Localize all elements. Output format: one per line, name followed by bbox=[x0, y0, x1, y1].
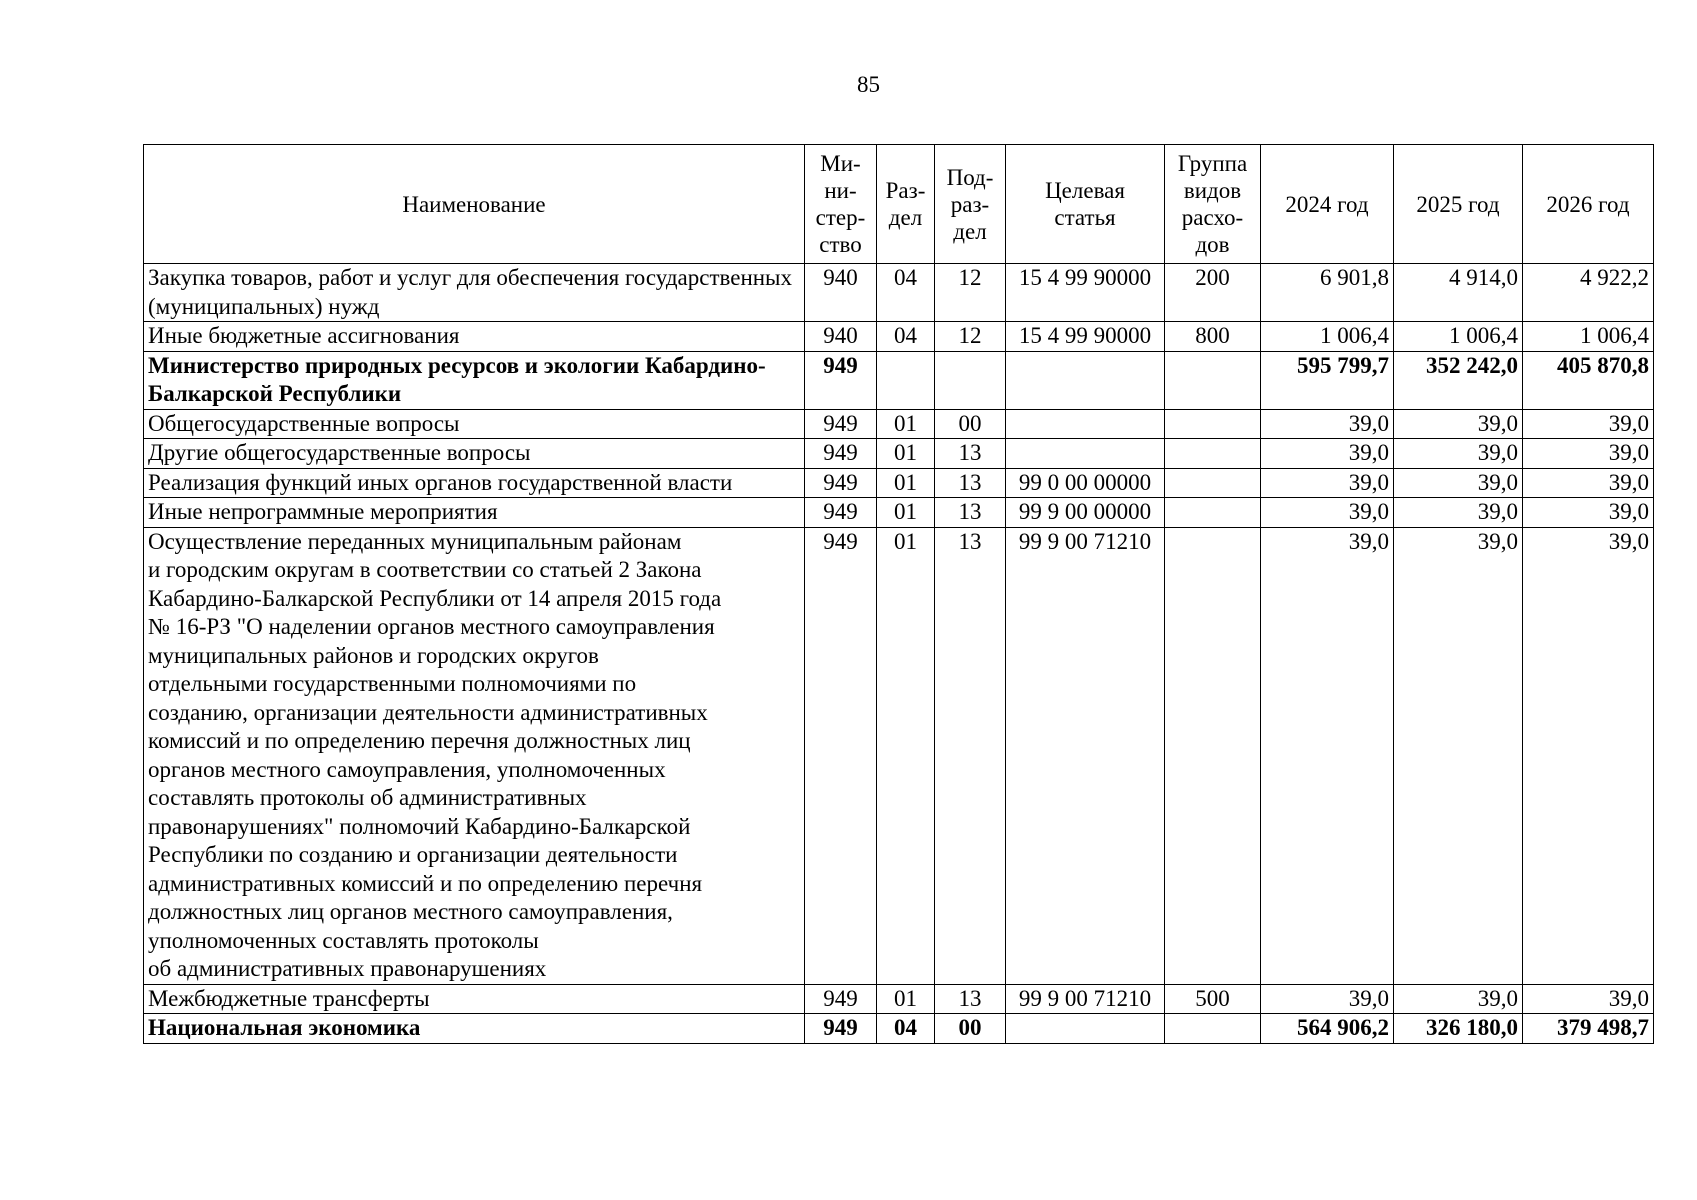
table-row bbox=[144, 264, 1654, 322]
row-section bbox=[877, 351, 935, 409]
row-2026: 39,0 bbox=[1523, 984, 1654, 1014]
page-number: 85 bbox=[857, 72, 880, 97]
row-2026: 39,0 bbox=[1523, 498, 1654, 528]
row-ministry: 949 bbox=[805, 439, 877, 469]
row-group: 200 bbox=[1165, 264, 1261, 322]
row-2025: 39,0 bbox=[1394, 439, 1523, 469]
row-ministry: 949 bbox=[805, 1014, 877, 1044]
row-name: Национальная экономика bbox=[144, 1014, 805, 1044]
row-group bbox=[1165, 468, 1261, 498]
row-2024: 6 901,8 bbox=[1261, 264, 1394, 322]
row-section: 04 bbox=[877, 264, 935, 322]
row-target: 99 9 00 71210 bbox=[1006, 527, 1165, 984]
row-2025: 352 242,0 bbox=[1394, 351, 1523, 409]
row-target: 99 0 00 00000 bbox=[1006, 468, 1165, 498]
row-ministry: 949 bbox=[805, 351, 877, 409]
row-2025: 39,0 bbox=[1394, 498, 1523, 528]
row-2024: 595 799,7 bbox=[1261, 351, 1394, 409]
row-name: Закупка товаров, работ и услуг для обеспечения государственных (муниципальных) нужд bbox=[144, 264, 805, 322]
row-2024: 39,0 bbox=[1261, 527, 1394, 984]
row-group bbox=[1165, 409, 1261, 439]
row-target: 15 4 99 90000 bbox=[1006, 322, 1165, 352]
row-group bbox=[1165, 351, 1261, 409]
row-name: Общегосударственные вопросы bbox=[144, 409, 805, 439]
table-row bbox=[144, 468, 1654, 498]
row-2024: 39,0 bbox=[1261, 984, 1394, 1014]
table-row bbox=[144, 1014, 1654, 1044]
table-row bbox=[144, 322, 1654, 352]
row-2024: 39,0 bbox=[1261, 439, 1394, 469]
row-2026: 39,0 bbox=[1523, 439, 1654, 469]
row-2024: 1 006,4 bbox=[1261, 322, 1394, 352]
row-ministry: 949 bbox=[805, 409, 877, 439]
row-2024: 39,0 bbox=[1261, 498, 1394, 528]
row-subsection: 13 bbox=[935, 439, 1006, 469]
row-2026: 39,0 bbox=[1523, 468, 1654, 498]
row-2025: 1 006,4 bbox=[1394, 322, 1523, 352]
row-name: Иные непрограммные мероприятия bbox=[144, 498, 805, 528]
table-row bbox=[144, 527, 1654, 984]
row-subsection: 00 bbox=[935, 409, 1006, 439]
row-group bbox=[1165, 498, 1261, 528]
row-subsection: 13 bbox=[935, 498, 1006, 528]
row-group bbox=[1165, 527, 1261, 984]
row-target: 15 4 99 90000 bbox=[1006, 264, 1165, 322]
row-subsection: 13 bbox=[935, 468, 1006, 498]
row-group: 800 bbox=[1165, 322, 1261, 352]
row-2024: 39,0 bbox=[1261, 409, 1394, 439]
row-2025: 4 914,0 bbox=[1394, 264, 1523, 322]
row-section: 01 bbox=[877, 498, 935, 528]
header-row bbox=[144, 145, 1654, 264]
row-target bbox=[1006, 351, 1165, 409]
row-2026: 39,0 bbox=[1523, 527, 1654, 984]
row-name: Другие общегосударственные вопросы bbox=[144, 439, 805, 469]
row-section: 01 bbox=[877, 439, 935, 469]
row-section: 01 bbox=[877, 984, 935, 1014]
row-2026: 405 870,8 bbox=[1523, 351, 1654, 409]
row-ministry: 940 bbox=[805, 264, 877, 322]
table-row bbox=[144, 439, 1654, 469]
row-target: 99 9 00 71210 bbox=[1006, 984, 1165, 1014]
row-2026: 4 922,2 bbox=[1523, 264, 1654, 322]
row-section: 01 bbox=[877, 527, 935, 984]
row-subsection: 12 bbox=[935, 322, 1006, 352]
row-section: 01 bbox=[877, 409, 935, 439]
row-section: 01 bbox=[877, 468, 935, 498]
table-row bbox=[144, 984, 1654, 1014]
header-name: Наименование bbox=[144, 145, 805, 264]
table-row bbox=[144, 409, 1654, 439]
header-2024: 2024 год bbox=[1261, 145, 1394, 264]
row-2025: 39,0 bbox=[1394, 984, 1523, 1014]
row-subsection: 13 bbox=[935, 984, 1006, 1014]
row-2025: 39,0 bbox=[1394, 527, 1523, 984]
row-2025: 39,0 bbox=[1394, 468, 1523, 498]
row-name: Межбюджетные трансферты bbox=[144, 984, 805, 1014]
row-2024: 564 906,2 bbox=[1261, 1014, 1394, 1044]
header-subsection: Под- раз- дел bbox=[935, 145, 1006, 264]
header-ministry: Ми- ни- стер- ство bbox=[805, 145, 877, 264]
row-group bbox=[1165, 1014, 1261, 1044]
row-2025: 326 180,0 bbox=[1394, 1014, 1523, 1044]
row-name: Реализация функций иных органов государственной власти bbox=[144, 468, 805, 498]
row-name: Осуществление переданных муниципальным районам и городским округам в соответствии со статьей 2 Закона Кабардино-Балкарской Республики от 14 апреля 2015 года № 16-РЗ "О наделении органов местного самоуправления муниципальных районов и городских округов отдельными государственными полномочиями по созданию, организации деятельности административных комиссий и по определению перечня должностных лиц органов местного самоуправления, уполномоченных составлять протоколы об административных правонарушениях" полномочий Кабардино-Балкарской Республики по созданию и организации деятельности административных комиссий и по определению перечня должностных лиц органов местного самоуправления, уполномоченных составлять протоколы об административных правонарушениях bbox=[144, 527, 805, 984]
row-2026: 39,0 bbox=[1523, 409, 1654, 439]
row-2026: 379 498,7 bbox=[1523, 1014, 1654, 1044]
row-name: Иные бюджетные ассигнования bbox=[144, 322, 805, 352]
row-ministry: 940 bbox=[805, 322, 877, 352]
row-ministry: 949 bbox=[805, 468, 877, 498]
row-ministry: 949 bbox=[805, 498, 877, 528]
table-row bbox=[144, 498, 1654, 528]
row-group bbox=[1165, 439, 1261, 469]
row-target bbox=[1006, 1014, 1165, 1044]
row-section: 04 bbox=[877, 322, 935, 352]
header-group: Группа видов расхо- дов bbox=[1165, 145, 1261, 264]
row-ministry: 949 bbox=[805, 527, 877, 984]
table-row bbox=[144, 351, 1654, 409]
row-section: 04 bbox=[877, 1014, 935, 1044]
row-target bbox=[1006, 439, 1165, 469]
header-2025: 2025 год bbox=[1394, 145, 1523, 264]
row-group: 500 bbox=[1165, 984, 1261, 1014]
row-name: Министерство природных ресурсов и экологии Кабардино-Балкарской Республики bbox=[144, 351, 805, 409]
row-subsection bbox=[935, 351, 1006, 409]
row-subsection: 00 bbox=[935, 1014, 1006, 1044]
row-2024: 39,0 bbox=[1261, 468, 1394, 498]
row-target bbox=[1006, 409, 1165, 439]
row-2025: 39,0 bbox=[1394, 409, 1523, 439]
budget-table bbox=[143, 144, 1654, 1044]
row-ministry: 949 bbox=[805, 984, 877, 1014]
header-section: Раз- дел bbox=[877, 145, 935, 264]
header-2026: 2026 год bbox=[1523, 145, 1654, 264]
row-subsection: 12 bbox=[935, 264, 1006, 322]
header-target: Целевая статья bbox=[1006, 145, 1165, 264]
row-subsection: 13 bbox=[935, 527, 1006, 984]
row-2026: 1 006,4 bbox=[1523, 322, 1654, 352]
row-target: 99 9 00 00000 bbox=[1006, 498, 1165, 528]
